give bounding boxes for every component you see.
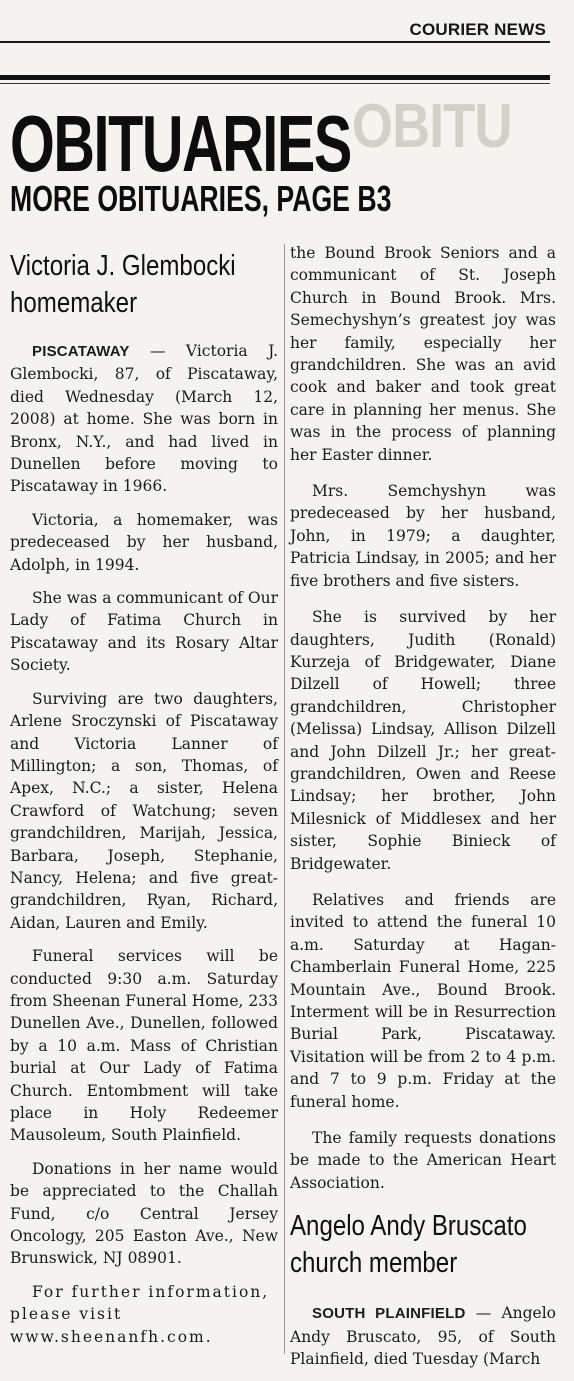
obituary-paragraph-website: For further information, please visit www.sheenanfh.com. (10, 1282, 270, 1346)
bleed-through-text: OBITU (352, 96, 512, 161)
obituary-name: Angelo Andy Bruscato (290, 1210, 527, 1243)
obituary-bruscato (290, 1208, 556, 1370)
dateline-dash: — (129, 342, 186, 360)
obituary-paragraph: Mrs. Semchyshyn was predeceased by her husband, John, in 1979; a daughter, Patricia Lindsay, in 2005; and her five brothers and five sisters. (290, 482, 556, 590)
obituary-paragraph: Funeral services will be conducted 9:30 a.m. Saturday from Sheenan Funeral Home, 233 Dunellen Ave., Dunellen, followed by a 10 a.m. Mass of Christian burial at Our Lady of Fatima Church. Entombment will take place in Holy Redeemer Mausoleum, South Plainfield. (10, 947, 278, 1145)
obituary-paragraph: Surviving are two daughters, Arlene Sroczynski of Piscataway and Victoria Lanner of Millington; a son, Thomas, of Apex, N.C.; a sister, Helena Crawford of Watchung; seven grandchildren, Marijah, Jessica, Barbara, Joseph, Stephanie, Nancy, Helena; and five great-grandchildren, Ryan, Richard, Aidan, Lauren and Emily. (10, 689, 278, 932)
obituary-descriptor: homemaker (10, 287, 138, 319)
obituary-paragraph: Victoria, a homemaker, was predeceased by her husband, Adolph, in 1994. (10, 510, 278, 574)
obituary-right-column (290, 242, 556, 1381)
obituary-descriptor: church member (290, 1247, 458, 1280)
obituary-paragraph: The family requests donations be made to the American Heart Association. (290, 1129, 556, 1192)
dateline: SOUTH PLAINFIELD (312, 1305, 466, 1323)
masthead-band (0, 75, 550, 80)
obituary-paragraph: Relatives and friends are invited to attend the funeral 10 a.m. Saturday at Hagan-Chamberlain Funeral Home, 225 Mountain Ave., Bound Brook. Interment will be in Resurrection Burial Park, Piscataway. Visitation will be from 2 to 4 p.m. and 7 to 9 p.m. Friday at the funeral home. (290, 890, 556, 1111)
column-divider (284, 244, 285, 1354)
obituary-paragraph: Donations in her name would be appreciated to the Challah Fund, c/o Central Jersey Oncology, 205 Easton Ave., New Brunswick, NJ 08901. (10, 1159, 278, 1268)
continued-paragraph: the Bound Brook Seniors and a communicant of St. Joseph Church in Bound Brook. Mrs. Semechyshyn’s greatest joy was her family, especially her grandchildren. She was an avid cook and baker and took great care in planning her menus. She was in the process of planning her Easter dinner. (290, 244, 556, 464)
masthead-thin-rule (0, 83, 550, 84)
obituary-name: Victoria J. Glembocki (10, 250, 236, 282)
dateline-dash: — (465, 1304, 502, 1323)
dateline: PISCATAWAY (32, 343, 130, 360)
header-rule (0, 41, 550, 43)
obituary-headline (10, 248, 236, 322)
paragraph-text: Victoria J. Glembocki, 87, of Piscataway, died Wednesday (March 12, 2008) at home. She was born in Bronx, N.Y., and had lived in Dunellen before moving to Piscataway in 1966. (10, 342, 279, 496)
obituary-paragraph (10, 340, 278, 498)
obituary-paragraph: She was a communicant of Our Lady of Fatima Church in Piscataway and its Rosary Altar Society. (10, 589, 278, 675)
paragraph-text: Angelo Andy Bruscato, 95, of South Plainfield, died Tuesday (March (290, 1304, 556, 1369)
obituary-headline (290, 1208, 527, 1282)
page-subtitle: MORE OBITUARIES, PAGE B3 (10, 178, 392, 219)
page-title: OBITUARIES (10, 99, 351, 188)
obituary-paragraph: She is survived by her daughters, Judith (Ronald) Kurzeja of Bridgewater, Diane Dilzell of Howell; three grandchildren, Christopher (Melissa) Lindsay, Allison Dilzell and John Dilzell Jr.; her great-grandchildren, Owen and Reese Lindsay; her brother, John Milesnick of Middlesex and her sister, Sophie Binieck of Bridgewater. (290, 608, 556, 873)
section-name: COURIER NEWS (409, 20, 546, 39)
obituary-paragraph (290, 1302, 556, 1370)
obituary-glembocki (10, 248, 278, 1359)
